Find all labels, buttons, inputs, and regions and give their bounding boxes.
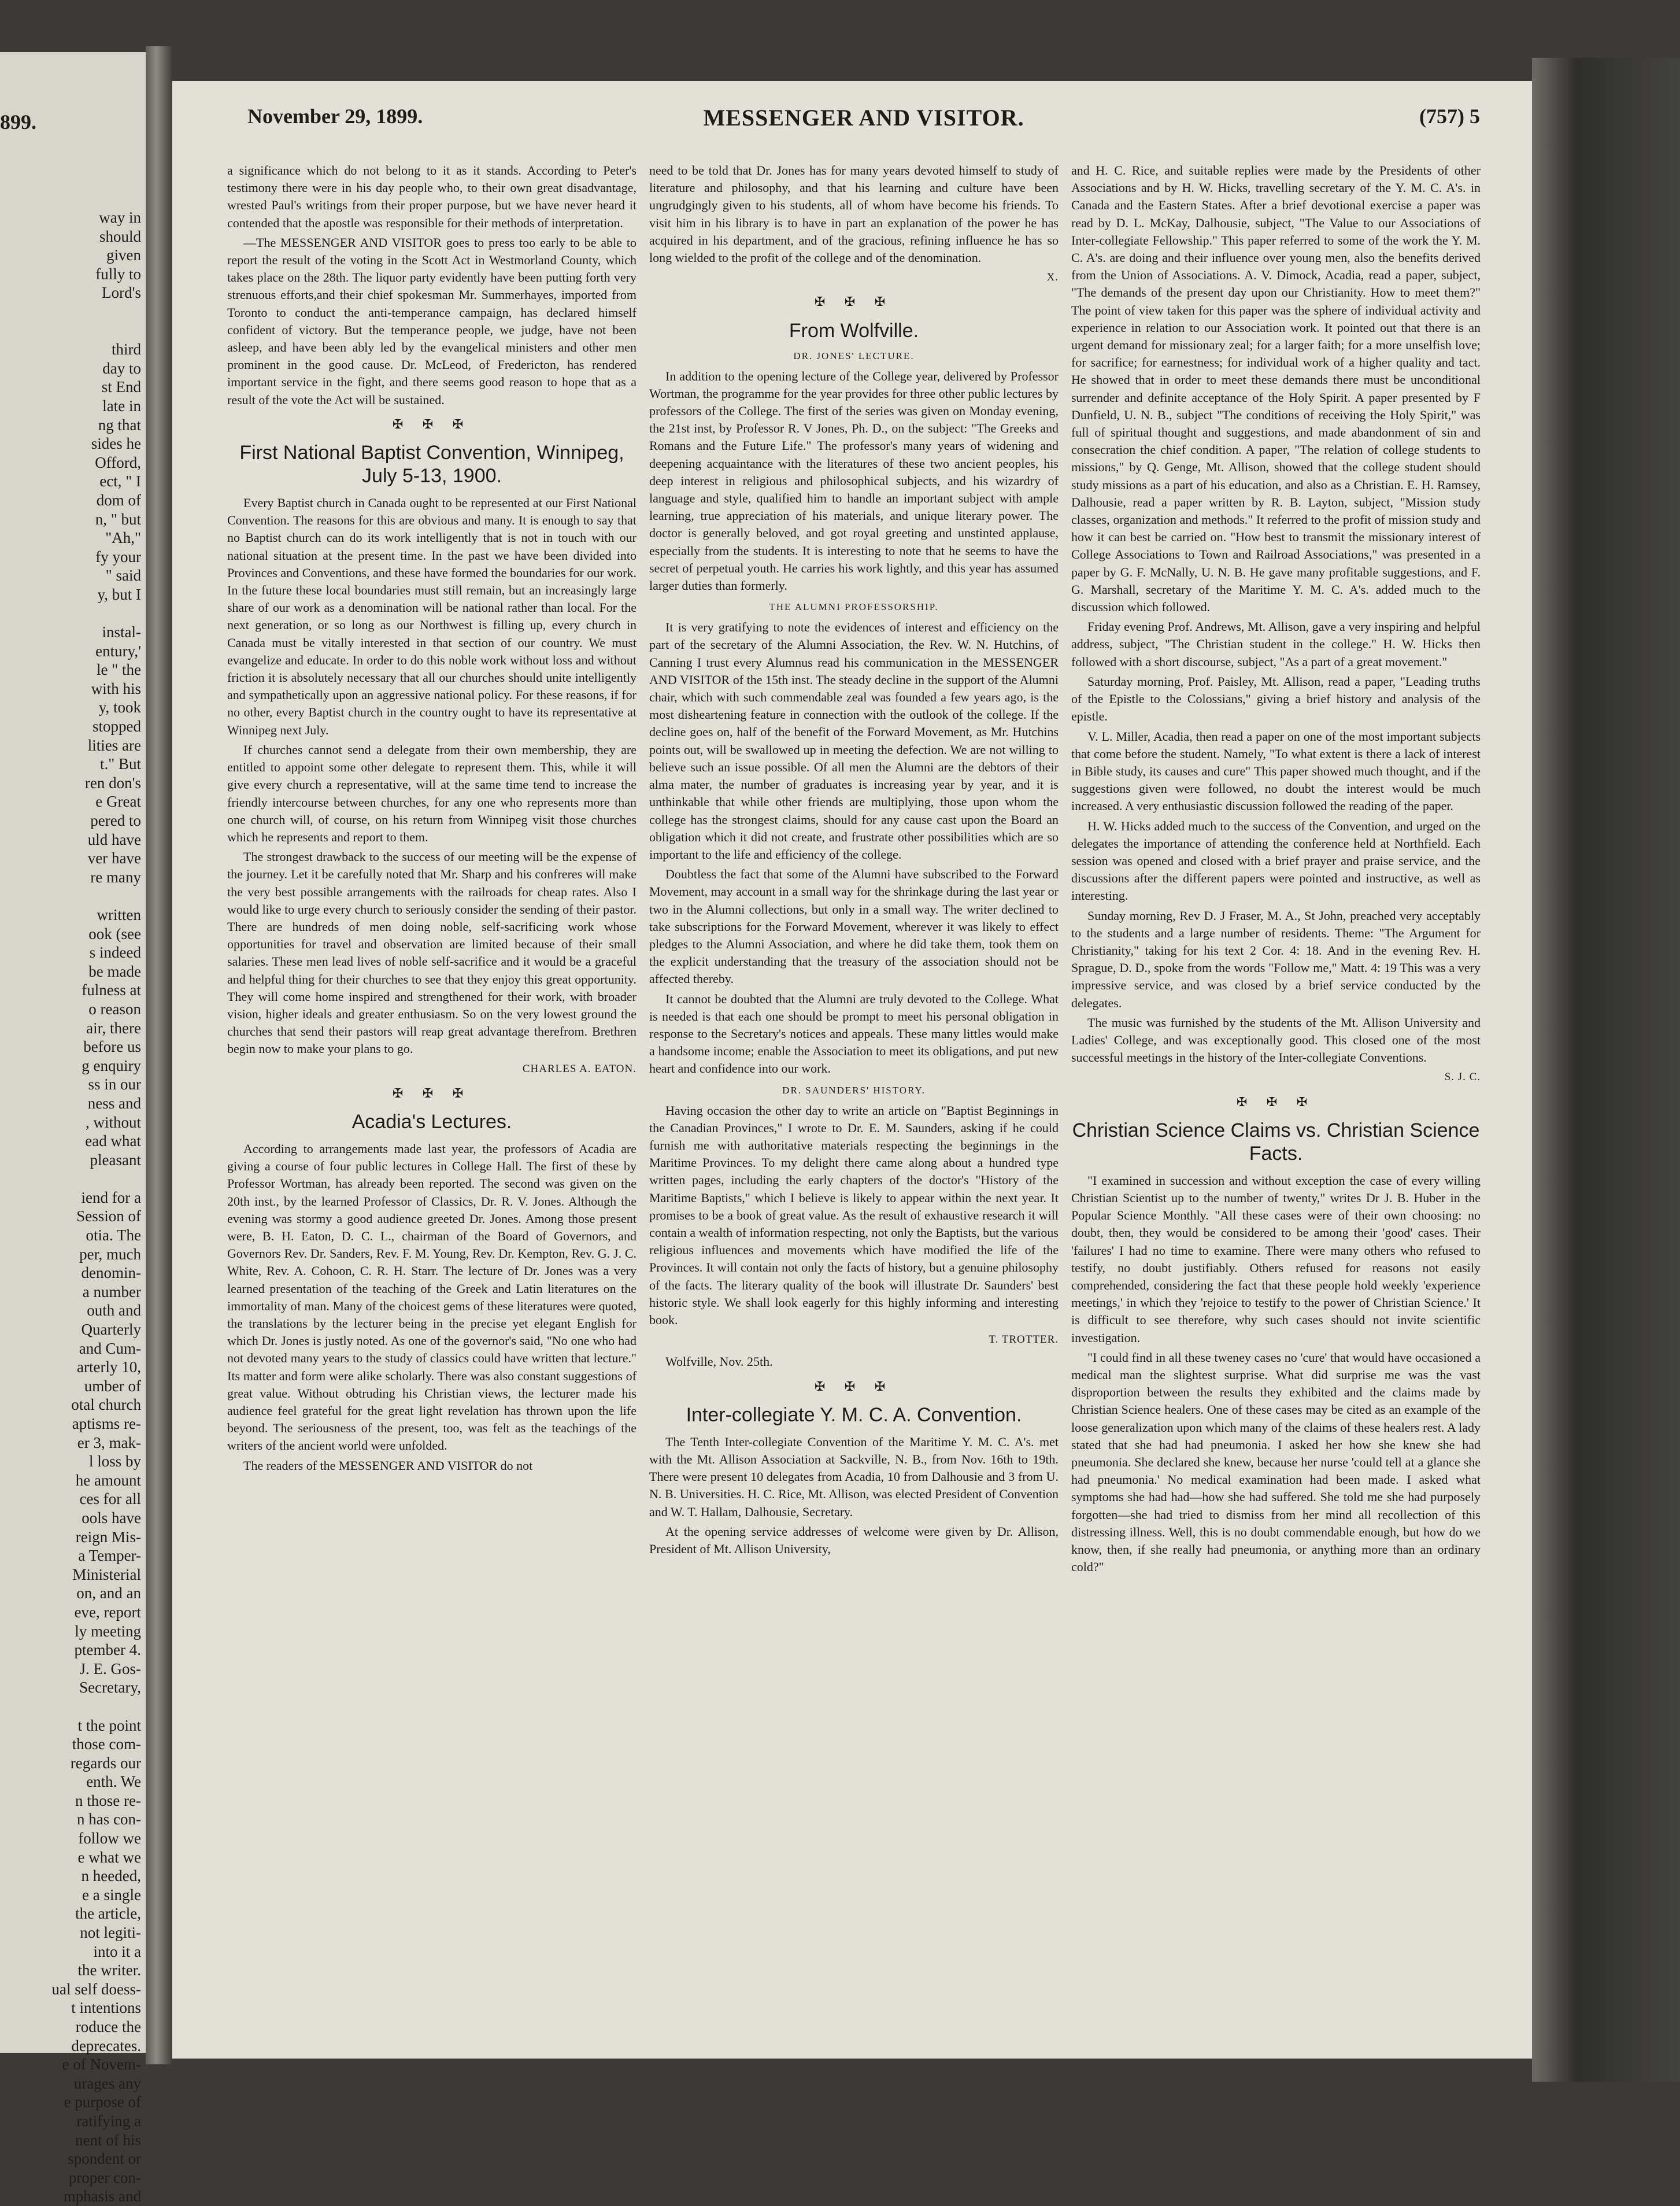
previous-page-line: lities are xyxy=(87,736,141,754)
previous-page-line: way in xyxy=(99,209,141,226)
paragraph: The music was furnished by the students of the Mt. Allison University and Ladies' College, and was exceptionally good. This closed one of the most successful meetings in the history of the Inter-collegiate Conventions. xyxy=(1071,1015,1481,1065)
previous-page-line: , without xyxy=(85,1113,141,1131)
previous-page-line: deprecates. xyxy=(71,2037,141,2055)
byline-signature: CHARLES A. EATON. xyxy=(522,1062,637,1075)
paragraph: Saturday morning, Prof. Paisley, Mt. Allison, read a paper, "Leading truths of the Epistle to the Colossians," giving a brief history and analysis of the epistle. xyxy=(1071,674,1481,724)
previous-page-line: Session of xyxy=(76,1207,141,1225)
previous-page-line: st End xyxy=(101,378,141,396)
previous-page-line: y, took xyxy=(98,699,141,716)
paragraph: Having occasion the other day to write an article on "Baptist Beginnings in the Canadian Provinces," I wrote to Dr. E. M. Saunders, asking if he could furnish me with authoritative materials respecting the beginnings in the Maritime Provinces. To my delight there came along about a hundred type written pages, including the early chapters of the doctor's "History of the Maritime Baptists," which I believe is likely to appear within the next year. It promises to be a book of great value. As the result of exhaustive research it will contain a wealth of information respecting, not only the Baptists, but the various religious influences and movements which have modified the life of the Provinces. It will contain not only the facts of history, but a genuine philosophy of the facts. The literary quality of the book will illustrate Dr. Saunders' best historic style. We shall look eagerly for this highly informing and interesting book. xyxy=(649,1103,1059,1327)
previous-page-line: Ministerial xyxy=(72,1565,141,1583)
previous-page-line: t the point xyxy=(77,1716,141,1734)
paragraph: The Tenth Inter-collegiate Convention of the Maritime Y. M. C. A's. met with the Mt. Allison Association at Sackville, N. B., from Nov. 16th to 19th. There were present 10 delegates from Acadia, 10 from Dalhousie and 3 from U. N. B. Universities. H. C. Rice, Mt. Allison, was elected President of Convention and W. T. Hallam, Dalhousie, Secretary. xyxy=(649,1434,1059,1519)
previous-page-line xyxy=(3,1697,141,1716)
paragraph: need to be told that Dr. Jones has for many years devoted himself to study of literature and philosophy, and that his learning and culture have been ungrudgingly given to his students, all of whom have become his friends. To visit him in his library is to have in part an explanation of the power he has acquired in his department, and of the gracious, refining influence he has so long wielded to the profit of the college and of the denomination. xyxy=(649,163,1059,265)
previous-page-line: ratifying a xyxy=(76,2112,141,2130)
byline-signature: T. TROTTER. xyxy=(989,1333,1059,1346)
previous-page-margin xyxy=(0,52,146,2205)
paragraph: and H. C. Rice, and suitable replies were made by the Presidents of other Associations and by H. W. Hicks, travelling secretary of the Y. M. C. A's. in Canada and the Eastern States. After a brief devotional exercise a paper was read by D. L. McKay, Dalhousie, subject, "The Value to our Associations of Inter-collegiate Fellowship." This paper referred to some of the work the Y. M. C. A's. are doing and their influence over young men, also the benefits derived from the Union of Associations. A. V. Dimock, Acadia, read a paper, subject, "The demands of the present day upon our Christianity. How to meet them?" The point of view taken for this paper was the sphere of individual activity and experience in relation to our Association work. It pointed out that there is an urgent demand for missionary zeal; for a larger faith; for a more unselfish love; for sacrifice; for earnestness; for individual work of a higher quality and tact. He showed that in order to meet these demands there must be unconditional surrender and definite acceptance of the Holy Spirit. A paper presented by F Dunfield, U. N. B., subject "The conditions of receiving the Holy Spirit," was full of spiritual thought and suggestions, and made abandonment of sin and consecration the chief condition. A paper, "The relation of college students to missions," by Q. Genge, Mt. Allison, showed that the college student should study missions as a part of his education, and also as a Christian. E. H. Ramsey, Dalhousie, read a paper written by R. B. Layton, subject, "Mission study classes, organization and methods." It referred to the profit of mission study and how it can best be carried on. "How best to transmit the missionary interest of College Associations to Town and Railroad Associations," was presented in a paper by G. F. McNally, U. N. B. He gave many profitable suggestions, and F. G. Marshall, secretary of the Maritime Y. M. C. A's. added much to the discussion which followed. xyxy=(1071,163,1481,615)
paragraph: It is very gratifying to note the evidences of interest and efficiency on the part of the secretary of the Alumni Association, the Rev. W. N. Hutchins, of Canning I trust every Alumnus read his communication in the MESSENGER AND VISITOR of the 15th inst. The steady decline in the support of the Alumni chair, which with such commendable zeal was founded a few years ago, is the most disheartening feature in connection with the outlook of the college. If the decline goes on, half of the benefit of the Forward Movement, as Mr. Hutchins points out, will be swallowed up in meeting the defection. We are not willing to believe such an issue possible. Of all men the Alumni are the debtors of their alma mater, the number of graduates is increasing year by year, and it is unthinkable that while other friends are multiplying, those upon whom the college has the strongest claims, should for any cause cast upon the Board an obligation which it did not create, and frustrate other possibilities which are so important to the life and efficiency of the college. xyxy=(649,620,1059,862)
previous-page-line: stopped xyxy=(92,718,141,736)
previous-page-line: J. E. Gos- xyxy=(79,1660,141,1677)
article-headline: Acadia's Lectures. xyxy=(351,1110,512,1133)
previous-page-line xyxy=(3,302,141,322)
previous-page-line: proper con- xyxy=(68,2168,141,2186)
previous-page-line: ver have xyxy=(87,849,141,867)
previous-page-line: n has con- xyxy=(77,1810,141,1828)
section-subhead: DR. JONES' LECTURE. xyxy=(793,350,915,361)
paragraph: a significance which do not belong to it as it stands. According to Peter's testimony there were in his day people who, to their own great disadvantage, wrested Paul's writings from their proper purpose, but we have never heard it contended that the apostle was responsible for their methods of interpretation. xyxy=(227,163,637,230)
previous-page-line: t." But xyxy=(99,755,141,773)
paragraph: The strongest drawback to the success of our meeting will be the expense of the journey. Let it be carefully noted that Mr. Sharp and his confreres will make the very best possible arrangements with the railroads for cheap rates. Also I would like to urge every church to seriously consider the sending of their pastor. There are hundreds of men doing noble, self-sacrificing work whose opportunities for travel and observation are limited because of their small salaries. These men lead lives of noble self-sacrifice and it would be a graceful and helpful thing for their churches to see that they enjoy this great opportunity. They will come home inspired and strengthened for their work, with broader vision, higher ideals and greater enthusiasm. So on the very lowest ground the churches that send their pastors will reap great advantage therefrom. Brethren begin now to make your plans to go. xyxy=(227,849,637,1056)
paragraph: —The MESSENGER AND VISITOR goes to press too early to be able to report the result of the voting in the Scott Act in Westmorland County, which takes place on the 28th. The liquor party evidently have been putting forth very strenuous efforts,and their chief spokesman Mr. Summerhayes, imported from Toronto to conduct the anti-temperance campaign, has declared himself confident of victory. But the temperance people, we judge, have not been asleep, and have been ably led by the evangelical ministers and other men prominent in the good cause. Dr. McLeod, of Fredericton, has rendered important service in the fight, and there seems good reason to hope that as a result of the vote the Act will be sustained. xyxy=(227,235,637,407)
previous-page-line: regards our xyxy=(70,1754,141,1772)
paragraph: In addition to the opening lecture of the College year, delivered by Professor Wortman, the programme for the year provides for three other public lectures by professors of the College. The first of the series was given on Monday evening, the 21st inst, by Professor R. V Jones, Ph. D., on the subject: "The Greeks and Romans and the Future Life." The professor's many years of widening and deepening acquaintance with the literatures of these two ancient peoples, his deep interest in religious and philosophical subjects, and his wizardry of language and style, qualified him to handle an important subject with ample learning, true appreciation of his materials, and unique literary power. The doctor is generally beloved, and got royal greeting and unstinted applause, especially from the students. It is interesting to note that he seems to have the secret of perpetual youth. He carries his work lightly, and this year has assumed larger duties than formerly. xyxy=(649,368,1059,593)
previous-page-line: ss in our xyxy=(88,1076,141,1093)
previous-page-line: n, " but xyxy=(95,510,141,528)
paragraph: Wolfville, Nov. 25th. xyxy=(665,1354,773,1369)
previous-page-line: sides he xyxy=(91,435,141,453)
previous-page-line xyxy=(3,886,141,906)
previous-page-line: e a single xyxy=(82,1886,141,1904)
section-divider: ✠ ✠ ✠ xyxy=(1236,1094,1316,1109)
section-divider: ✠ ✠ ✠ xyxy=(814,294,894,309)
previous-page-line: otal church xyxy=(71,1396,141,1414)
previous-page-line: Lord's xyxy=(102,284,141,302)
paragraph: According to arrangements made last year, the professors of Acadia are giving a course of four public lectures in College Hall. The first of these by Professor Wortman, has already been reported. The second was given on the 20th inst., by the learned Professor of Classics, Dr. R. V. Jones. Although the evening was stormy a good audience greeted Dr. Jones. Among those present were, B. H. Eaton, D. C. L., chairman of the Board of Governors, and Governors Rev. Dr. Sanders, Rev. F. M. Young, Rev. Dr. Kempton, Rev. G. J. C. White, Rev. A. Cohoon, C. R. H. Starr. The lecture of Dr. Jones was a very learned presentation of the teaching of the Greek and Latin literatures on the immortality of man. Many of the choicest gems of these literatures were quoted, the translations by the lecturer being in the precise yet elegant English for which Dr. Jones is justly noted. As one of the governor's said, "No one who had not devoted many years to the study of classics could have written that lecture." Its matter and form were alike scholarly. There was also constant suggestions of great value. Without obtruding his Christian views, the lecturer made his audience feel grateful for the great light revelation has thrown upon the life beyond. The seriousness of the present, too, was felt as the teachings of the writers of the ancient world were unfolded. xyxy=(227,1141,637,1453)
previous-page-line: the writer. xyxy=(77,1961,141,1979)
previous-page-line: Offord, xyxy=(95,453,141,471)
previous-page-line: ect, " I xyxy=(99,472,141,490)
article-headline: Christian Science Claims vs. Christian Science Facts. xyxy=(1072,1119,1480,1165)
previous-page-line: ces for all xyxy=(79,1490,141,1508)
previous-page-text-fragments xyxy=(3,208,141,2206)
previous-page-line: e purpose of xyxy=(64,2093,141,2111)
section-subhead: THE ALUMNI PROFESSORSHIP. xyxy=(769,601,939,613)
page-header xyxy=(247,104,1480,145)
byline-signature: X. xyxy=(1046,271,1059,284)
newspaper-page xyxy=(172,81,1532,2059)
previous-page-line: ly meeting xyxy=(75,1622,141,1640)
previous-page-line: per, much xyxy=(79,1245,141,1263)
previous-page-line: follow we xyxy=(78,1830,141,1847)
paragraph: H. W. Hicks added much to the success of the Convention, and urged on the delegates the importance of attending the conference held at Northfield. Each session was opened and closed with a brief prayer and praise service, and the discussions after the different papers were pointed and instructive, as well as interesting. xyxy=(1071,818,1481,903)
previous-page-line: fully to xyxy=(95,265,141,283)
previous-page-line: fulness at xyxy=(82,981,141,999)
previous-page-line: dom of xyxy=(96,491,141,509)
previous-page-line: given xyxy=(106,246,141,264)
section-divider: ✠ ✠ ✠ xyxy=(814,1379,894,1394)
previous-page-line: Secretary, xyxy=(79,1679,141,1697)
previous-page-line: into it a xyxy=(93,1942,141,1960)
previous-page-line: reign Mis- xyxy=(75,1528,141,1546)
previous-page-line: day to xyxy=(102,359,141,377)
article-headline: From Wolfville. xyxy=(789,319,919,342)
previous-page-line: eve, report xyxy=(74,1603,141,1621)
previous-page-line: mphasis and xyxy=(63,2187,141,2205)
previous-page-line: he amount xyxy=(75,1471,141,1489)
paragraph: "I examined in succession and without exception the case of every willing Christian Scientist up to the number of twenty," writes Dr J. B. Huber in the Popular Science Monthly. "All these cases were of their own choosing: no doubt, then, they would be considered to be among their 'good' cases. Their 'failures' I had no time to examine. There were many others who refused to testify, no doubt justifiably. Others refused for reasons not easily comprehended, considering the fact that these people hold weekly 'experience meetings,' in which they 'rejoice to testify to the power of Christian Science.' It is difficult to see therefore, why such cases should not invite scientific investigation. xyxy=(1071,1173,1481,1345)
binding-gutter xyxy=(146,46,172,2064)
paragraph: At the opening service addresses of welcome were given by Dr. Allison, President of Mt. Allison University, xyxy=(649,1524,1059,1557)
column-2 xyxy=(649,162,1059,1560)
previous-page-line: and Cum- xyxy=(79,1339,141,1357)
page-edge-shadow xyxy=(1532,58,1680,2082)
previous-page-line: pleasant xyxy=(90,1151,141,1169)
previous-page-line: aptisms re- xyxy=(72,1415,141,1432)
previous-page-line xyxy=(3,1169,141,1188)
previous-page-line: spondent or xyxy=(68,2150,141,2168)
previous-page-line: not legiti- xyxy=(80,1924,141,1942)
previous-page-line: e of Novem- xyxy=(62,2056,141,2074)
previous-page-line: written xyxy=(97,906,141,923)
previous-page-line: ptember 4. xyxy=(74,1641,141,1659)
previous-page-line: ead what xyxy=(85,1132,141,1150)
paragraph: Every Baptist church in Canada ought to be represented at our First National Convention. The reasons for this are obvious and many. It is enough to say that no Baptist church can do its work intelligently that is not in touch with our national situation at the present time. In the past we have been divided into Provinces and Conventions, and these have formed the boundaries for our work. In the future these local boundaries must still remain, but an increasingly large share of our work as a denomination will be national rather than local. For the next generation, or so long as our Northwest is filling up, every church in Canada must be vitally interested in that section of our country. We must evangelize and educate. In order to do this noble work without loss and without friction it is absolutely necessary that all our churches should unite intelligently and sympathetically upon an aggressive national policy. For these reasons, if for no other, every Baptist church in the country ought to have its representative at Winnipeg next July. xyxy=(227,496,637,737)
previous-page-line: ools have xyxy=(82,1509,141,1527)
previous-page-line: instal- xyxy=(102,623,141,641)
previous-page-line: l loss by xyxy=(88,1453,141,1470)
previous-page-line: umber of xyxy=(84,1377,141,1395)
previous-page-line: iend for a xyxy=(81,1188,141,1206)
column-1 xyxy=(227,162,637,1477)
previous-page-line: re many xyxy=(90,868,141,886)
issue-date: November 29, 1899. xyxy=(247,105,423,128)
page-number: (757) 5 xyxy=(1419,105,1480,128)
previous-page-line: nent of his xyxy=(75,2131,141,2149)
previous-page-line: ness and xyxy=(87,1094,141,1112)
section-divider: ✠ ✠ ✠ xyxy=(392,1085,472,1100)
previous-page-line: n those re- xyxy=(75,1791,141,1809)
previous-page-line: e what we xyxy=(77,1848,141,1866)
previous-page-line: ual self doess- xyxy=(51,1980,141,1998)
paragraph: It cannot be doubted that the Alumni are truly devoted to the College. What is needed is that each one should be prompt to meet his personal obligation in response to the Secretary's notices and appeals. These many littles would make a handsome income; enable the Association to meet its obligations, and put new heart and confidence into our work. xyxy=(649,991,1059,1076)
previous-page-line: outh and xyxy=(87,1302,141,1320)
previous-page-line: arterly 10, xyxy=(77,1358,141,1376)
paragraph: "I could find in all these tweney cases no 'cure' that would have occasioned a medical man the slightest surprise. What did surprise me was the vast disproportion between the results they exhibited and the claims made by Christian Science healers. One of these cases may be cited as an example of the loose generalization upon which many of the claims of these healers rest. A lady stated that she had had pneumonia. I asked her how she knew she had pneumonia. She declared she knew, because her nurse 'could tell at a glance she had pneumonia.' No medical examination had been made. I asked what symptoms she had had—how she had suffered. She told me she had purposely forgotten—she had tried to dismiss from her mind all recollection of this distressing illness. Well, this is no doubt commendable enough, but how do we know, then, if she really had pneumonia, or anything more than an ordinary cold?" xyxy=(1071,1350,1481,1575)
previous-page-line: denomin- xyxy=(81,1264,141,1282)
previous-page-line: entury,' xyxy=(95,642,141,660)
previous-page-line: a Temper- xyxy=(78,1547,141,1565)
previous-page-line: with his xyxy=(91,679,141,697)
previous-page-line: y, but I xyxy=(97,585,141,603)
previous-page-line: should xyxy=(99,227,141,245)
section-subhead: DR. SAUNDERS' HISTORY. xyxy=(782,1084,926,1096)
previous-page-line: the article, xyxy=(75,1905,141,1923)
previous-page-line: third xyxy=(112,341,141,359)
paragraph: If churches cannot send a delegate from their own membership, they are entitled to appoint some other delegate to represent them. This, while it will give every church a representative, will at the same time tend to increase the friendly intercourse between churches, for any one who represents more than one church will, of course, on his return from Winnipeg visit those churches which he represents and report to them. xyxy=(227,742,637,844)
paragraph: Doubtless the fact that some of the Alumni have subscribed to the Forward Movement, may account in a small way for the shrinkage during the last year or two in the Alumni collections, but only in a small way. The writer declined to take subscriptions for the Forward Movement, wherever it was likely to effect pledges to the Alumni Association, and where he did take them, took them on the explicit understanding that the treasury of the association should not be affected thereby. xyxy=(649,867,1059,986)
paragraph: Sunday morning, Rev D. J Fraser, M. A., St John, preached very acceptably to the students and a large number of residents. Theme: "The Argument for Christianity," taking for his text 2 Cor. 4: 18. And in the evening Rev. H. Sprague, D. D., spoke from the words "Follow me," Matt. 4: 19 This was a very impressive service, and was closed by a brief service conducted by the delegates. xyxy=(1071,908,1481,1010)
paragraph: The readers of the MESSENGER AND VISITOR do not xyxy=(243,1458,533,1473)
previous-page-line: le " the xyxy=(97,661,141,679)
previous-page-line: on, and an xyxy=(76,1584,141,1602)
section-divider: ✠ ✠ ✠ xyxy=(392,416,472,431)
previous-page-line: e Great xyxy=(95,793,141,811)
previous-page-line: before us xyxy=(83,1038,141,1056)
previous-page-line: ng that xyxy=(98,416,141,434)
column-3 xyxy=(1071,162,1481,1578)
previous-page-line: pered to xyxy=(90,812,141,829)
previous-page-line: " said xyxy=(105,567,141,585)
paragraph: Friday evening Prof. Andrews, Mt. Allison, gave a very inspiring and helpful address, subject, "The Christian student in the college." H. W. Hicks then followed with a short discourse, subject, "As a part of a great movement." xyxy=(1071,619,1481,669)
previous-page-line: uld have xyxy=(87,830,141,848)
previous-page-line: s indeed xyxy=(89,944,141,962)
previous-page-line xyxy=(3,322,141,341)
previous-page-line: roduce the xyxy=(75,2018,141,2035)
previous-page-line: ren don's xyxy=(84,774,141,792)
previous-page-line xyxy=(3,604,141,623)
previous-page-line: Quarterly xyxy=(81,1321,141,1339)
previous-page-line: a number xyxy=(82,1283,141,1300)
previous-page-line: "Ah," xyxy=(105,529,141,547)
previous-page-line: be made xyxy=(88,962,141,980)
previous-page-line: ook (see xyxy=(88,925,141,943)
previous-page-line: fy your xyxy=(95,548,141,566)
previous-page-line: er 3, mak- xyxy=(77,1433,141,1451)
previous-page-line: late in xyxy=(102,397,141,415)
previous-page-line: t intentions xyxy=(71,1999,141,2017)
previous-page-line: g enquiry xyxy=(82,1056,141,1074)
byline-signature: S. J. C. xyxy=(1444,1071,1481,1084)
previous-page-line: enth. We xyxy=(86,1773,141,1791)
article-headline: First National Baptist Convention, Winnipeg, July 5-13, 1900. xyxy=(239,442,624,487)
previous-page-line: n heeded, xyxy=(81,1867,141,1885)
article-headline: Inter-collegiate Y. M. C. A. Convention. xyxy=(686,1403,1022,1426)
previous-page-line: those com- xyxy=(72,1735,141,1753)
previous-page-line: o reason xyxy=(88,1000,141,1018)
previous-page-line: otia. The xyxy=(86,1226,141,1244)
masthead: MESSENGER AND VISITOR. xyxy=(703,105,1024,131)
paragraph: V. L. Miller, Acadia, then read a paper on one of the most important subjects that come before the student. Namely, "To what extent is there a lack of interest in Bible study, its causes and cure" This paper showed much thought, and if the suggestions given were followed, no doubt the interest would be much increased. A very enthusiastic discussion followed the reading of the paper. xyxy=(1071,729,1481,814)
previous-page-header-fragment: 899. xyxy=(0,110,36,134)
previous-page-line: urages any xyxy=(73,2074,141,2092)
previous-page-line: air, there xyxy=(86,1019,141,1037)
